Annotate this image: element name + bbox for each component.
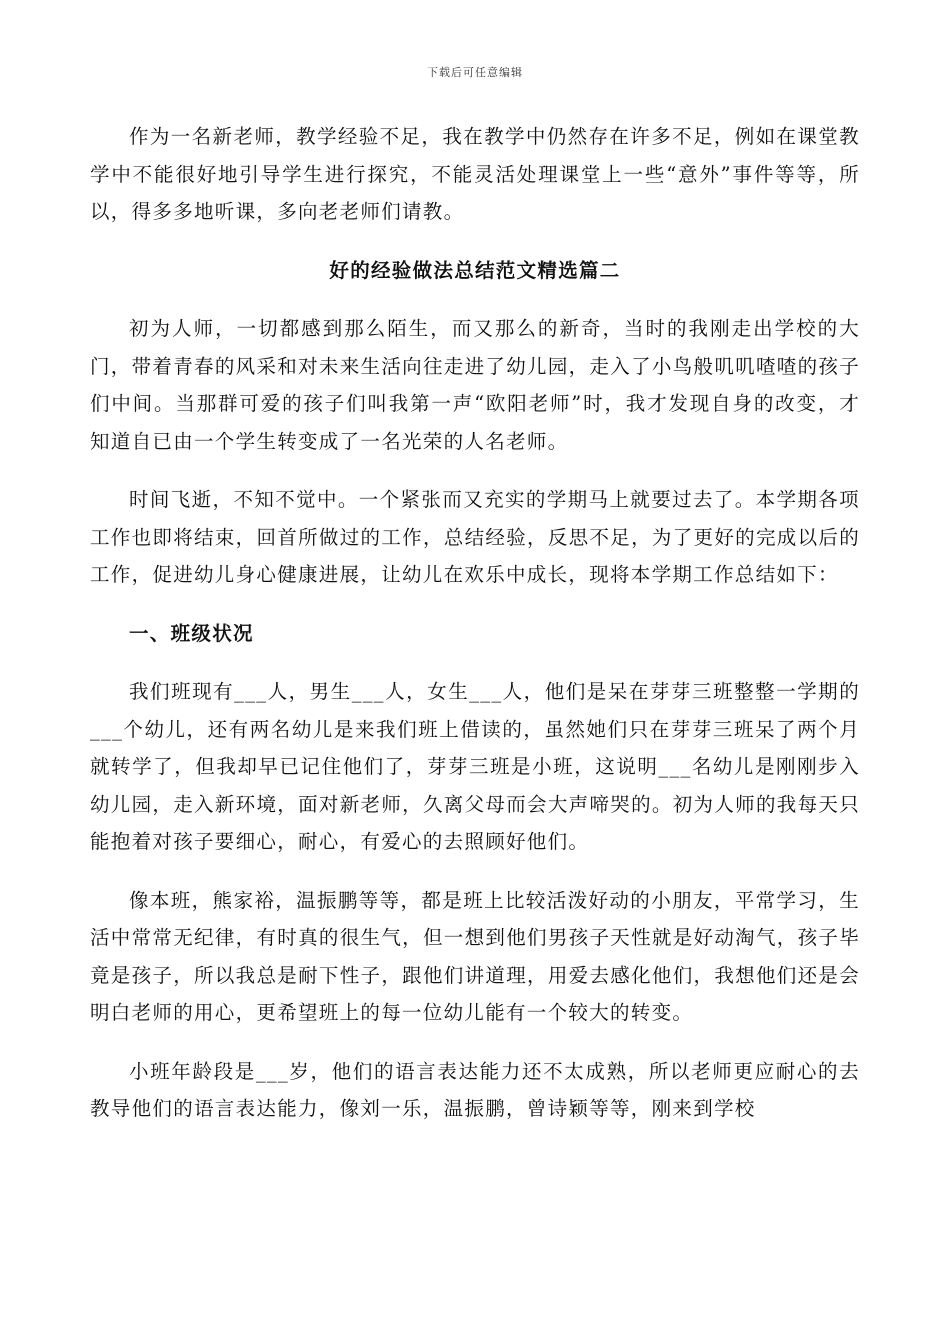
paragraph-beginning: 初为人师，一切都感到那么陌生，而又那么的新奇，当时的我刚走出学校的大门，带着青春的风采和对未来生活向往走进了幼儿园，走入了小鸟般叽叽喳喳的孩子们中间。当那群可爱的孩子们叫我第一声“欧阳老师”时，我才发现自身的改变，才知道自已由一个学生转变成了一名光荣的人名老师。 xyxy=(90,317,860,453)
paragraph-active-children: 像本班，熊家裕，温振鹏等等，都是班上比较活泼好动的小朋友，平常学习，生活中常常无纪律，有时真的很生气，但一想到他们男孩子天性就是好动淘气，孩子毕竟是孩子，所以我总是耐下性子，跟他们讲道理，用爱去感化他们，我想他们还是会明白老师的用心，更希望班上的每一位幼儿能有一个较大的转变。 xyxy=(90,888,860,1024)
paragraph-class-stats: 我们班现有___人，男生___人，女生___人，他们是呆在芽芽三班整整一学期的___个幼儿，还有两名幼儿是来我们班上借读的，虽然她们只在芽芽三班呆了两个月就转学了，但我却早已记住他们了，芽芽三班是小班，这说明___名幼儿是刚刚步入幼儿园，走入新环境，面对新老师，久离父母而会大声啼哭的。初为人师的我每天只能抱着对孩子要细心，耐心，有爱心的去照顾好他们。 xyxy=(90,680,860,853)
page-header: 下载后可任意编辑 xyxy=(427,66,523,79)
article-title: 好的经验做法总结范文精选篇二 xyxy=(329,258,621,282)
paragraph-intro: 作为一名新老师，教学经验不足，我在教学中仍然存在许多不足，例如在课堂教学中不能很好地引导学生进行探究，不能灵活处理课堂上一些“意外”事件等等，所以，得多多地听课，多向老老师们请教。 xyxy=(90,125,860,223)
paragraph-summary-intro: 时间飞逝，不知不觉中。一个紧张而又充实的学期马上就要过去了。本学期各项工作也即将结束，回首所做过的工作，总结经验，反思不足，为了更好的完成以后的工作，促进幼儿身心健康进展，让幼儿在欢乐中成长，现将本学期工作总结如下： xyxy=(90,488,860,586)
paragraph-language-ability: 小班年龄段是___岁，他们的语言表达能力还不太成熟，所以老师更应耐心的去教导他们的语言表达能力，像刘一乐，温振鹏，曾诗颖等等，刚来到学校 xyxy=(90,1059,860,1120)
section-heading-class-status: 一、班级状况 xyxy=(129,621,254,645)
document-body xyxy=(90,118,860,1128)
